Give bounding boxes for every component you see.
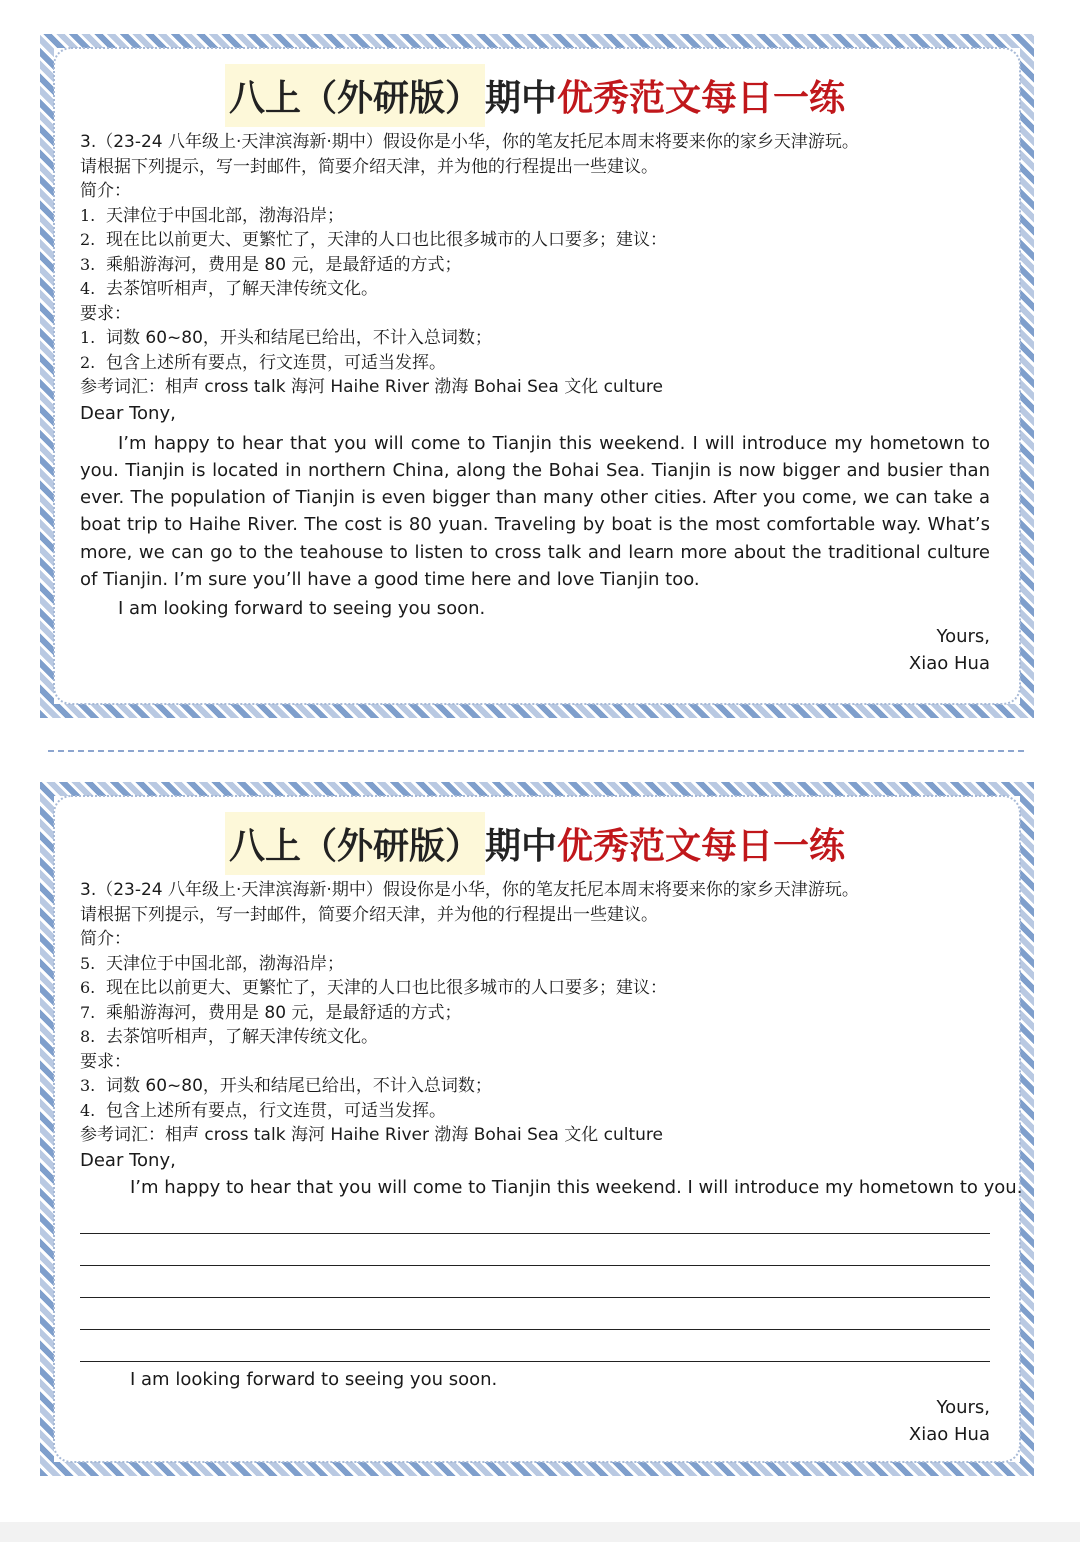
title-red-part: 优秀范文每日一练 xyxy=(557,826,846,867)
card-content xyxy=(80,64,990,677)
page-title xyxy=(80,812,990,878)
list-text: 天津位于中国北部，渤海沿岸； xyxy=(106,205,344,226)
list-item xyxy=(80,253,990,278)
prompt-line-1: 3.（23-24 八年级上·天津滨海新·期中）假设你是小华，你的笔友托尼本周末将要来你的家乡天津游玩。 xyxy=(80,880,859,900)
cut-line-divider xyxy=(48,750,1024,752)
list-text: 现在比以前更大、更繁忙了，天津的人口也比很多城市的人口要多；建议： xyxy=(106,230,667,250)
list-item xyxy=(80,1074,990,1099)
list-item xyxy=(80,1001,990,1026)
list-number: 4. xyxy=(80,279,96,298)
list-text: 词数 60~80，开头和结尾已给出，不计入总词数； xyxy=(106,328,492,348)
list-number: 5. xyxy=(80,953,96,973)
writing-line[interactable] xyxy=(80,1298,990,1330)
list-item xyxy=(80,1099,990,1124)
list-number: 2. xyxy=(80,230,96,249)
list-number: 3. xyxy=(80,254,96,274)
list-item xyxy=(80,1025,990,1050)
title-highlight: 八上（外研版） xyxy=(225,64,485,127)
essay-body: I’m happy to hear that you will come to Tianjin this weekend. I will introduce my hometown to you. Tianjin is located in northern China, along the Bohai Sea. Tianjin is now bigger and busier than ever. The population of Tianjin is even bigger than many other cities. After you come, we can take a boat trip to Haihe River. The cost is 80 yuan. Traveling by boat is the most comfortable way. What’s more, we can go to the teahouse to listen to cross talk and learn more about the traditional culture of Tianjin. I’m sure you’ll have a good time here and love Tianjin too. xyxy=(80,432,990,590)
intro-label: 简介： xyxy=(80,181,131,201)
prompt-line-2: 请根据下列提示，写一封邮件，简要介绍天津，并为他的行程提出一些建议。 xyxy=(80,156,658,177)
list-text: 乘船游海河，费用是 80 元，是最舒适的方式； xyxy=(106,254,462,275)
writing-line[interactable] xyxy=(80,1234,990,1266)
signature-name: Xiao Hua xyxy=(908,1423,990,1445)
page-footer-band xyxy=(0,1522,1080,1542)
list-item xyxy=(80,351,990,376)
list-text: 去茶馆听相声，了解天津传统文化。 xyxy=(106,279,378,299)
list-number: 1. xyxy=(80,328,96,347)
list-item xyxy=(80,277,990,302)
requirements-label: 要求： xyxy=(80,303,131,324)
list-item xyxy=(80,228,990,253)
list-item xyxy=(80,952,990,977)
list-number: 6. xyxy=(80,978,96,997)
title-highlight: 八上（外研版） xyxy=(225,812,485,875)
intro-label: 简介： xyxy=(80,929,131,949)
list-item xyxy=(80,204,990,229)
vocabulary: 参考词汇：相声 cross talk 海河 Haihe River 渤海 Bohai Sea 文化 culture xyxy=(80,377,663,397)
list-number: 4. xyxy=(80,1100,96,1120)
list-text: 包含上述所有要点，行文连贯，可适当发挥。 xyxy=(106,352,446,373)
salutation: Dear Tony, xyxy=(80,402,176,424)
list-number: 8. xyxy=(80,1027,96,1046)
closing-line: I am looking forward to seeing you soon. xyxy=(118,598,486,620)
list-text: 去茶馆听相声，了解天津传统文化。 xyxy=(106,1027,378,1047)
model-essay-card xyxy=(40,34,1034,718)
list-number: 2. xyxy=(80,352,96,372)
closing-line: I am looking forward to seeing you soon. xyxy=(130,1368,498,1390)
list-number: 3. xyxy=(80,1076,96,1095)
salutation: Dear Tony, xyxy=(80,1149,176,1171)
writing-line[interactable] xyxy=(80,1330,990,1362)
sign-off: Yours, xyxy=(936,1396,990,1418)
writing-line[interactable] xyxy=(80,1266,990,1298)
title-red-part: 优秀范文每日一练 xyxy=(557,78,846,119)
list-text: 现在比以前更大、更繁忙了，天津的人口也比很多城市的人口要多；建议： xyxy=(106,978,667,998)
list-text: 天津位于中国北部，渤海沿岸； xyxy=(106,953,344,974)
essay-first-line: I’m happy to hear that you will come to Tianjin this weekend. I will introduce my hometown to you. xyxy=(130,1176,1023,1198)
list-text: 词数 60~80，开头和结尾已给出，不计入总词数； xyxy=(106,1076,492,1096)
prompt-line-1: 3.（23-24 八年级上·天津滨海新·期中）假设你是小华，你的笔友托尼本周末将要来你的家乡天津游玩。 xyxy=(80,132,859,152)
requirements-label: 要求： xyxy=(80,1051,131,1072)
vocabulary: 参考词汇：相声 cross talk 海河 Haihe River 渤海 Bohai Sea 文化 culture xyxy=(80,1125,663,1145)
list-item xyxy=(80,326,990,351)
list-number: 7. xyxy=(80,1002,96,1022)
list-item xyxy=(80,976,990,1001)
writing-line[interactable] xyxy=(80,1202,990,1234)
signature-name: Xiao Hua xyxy=(908,653,990,675)
card-content xyxy=(80,812,1023,1448)
title-black-part: 期中 xyxy=(484,826,557,867)
title-black-part: 期中 xyxy=(484,78,557,119)
prompt-line-2: 请根据下列提示，写一封邮件，简要介绍天津，并为他的行程提出一些建议。 xyxy=(80,904,658,925)
list-text: 乘船游海河，费用是 80 元，是最舒适的方式； xyxy=(106,1002,462,1023)
sign-off: Yours, xyxy=(936,626,990,648)
page-title xyxy=(80,64,990,130)
list-number: 1. xyxy=(80,205,96,225)
practice-card xyxy=(40,782,1034,1476)
list-text: 包含上述所有要点，行文连贯，可适当发挥。 xyxy=(106,1100,446,1121)
